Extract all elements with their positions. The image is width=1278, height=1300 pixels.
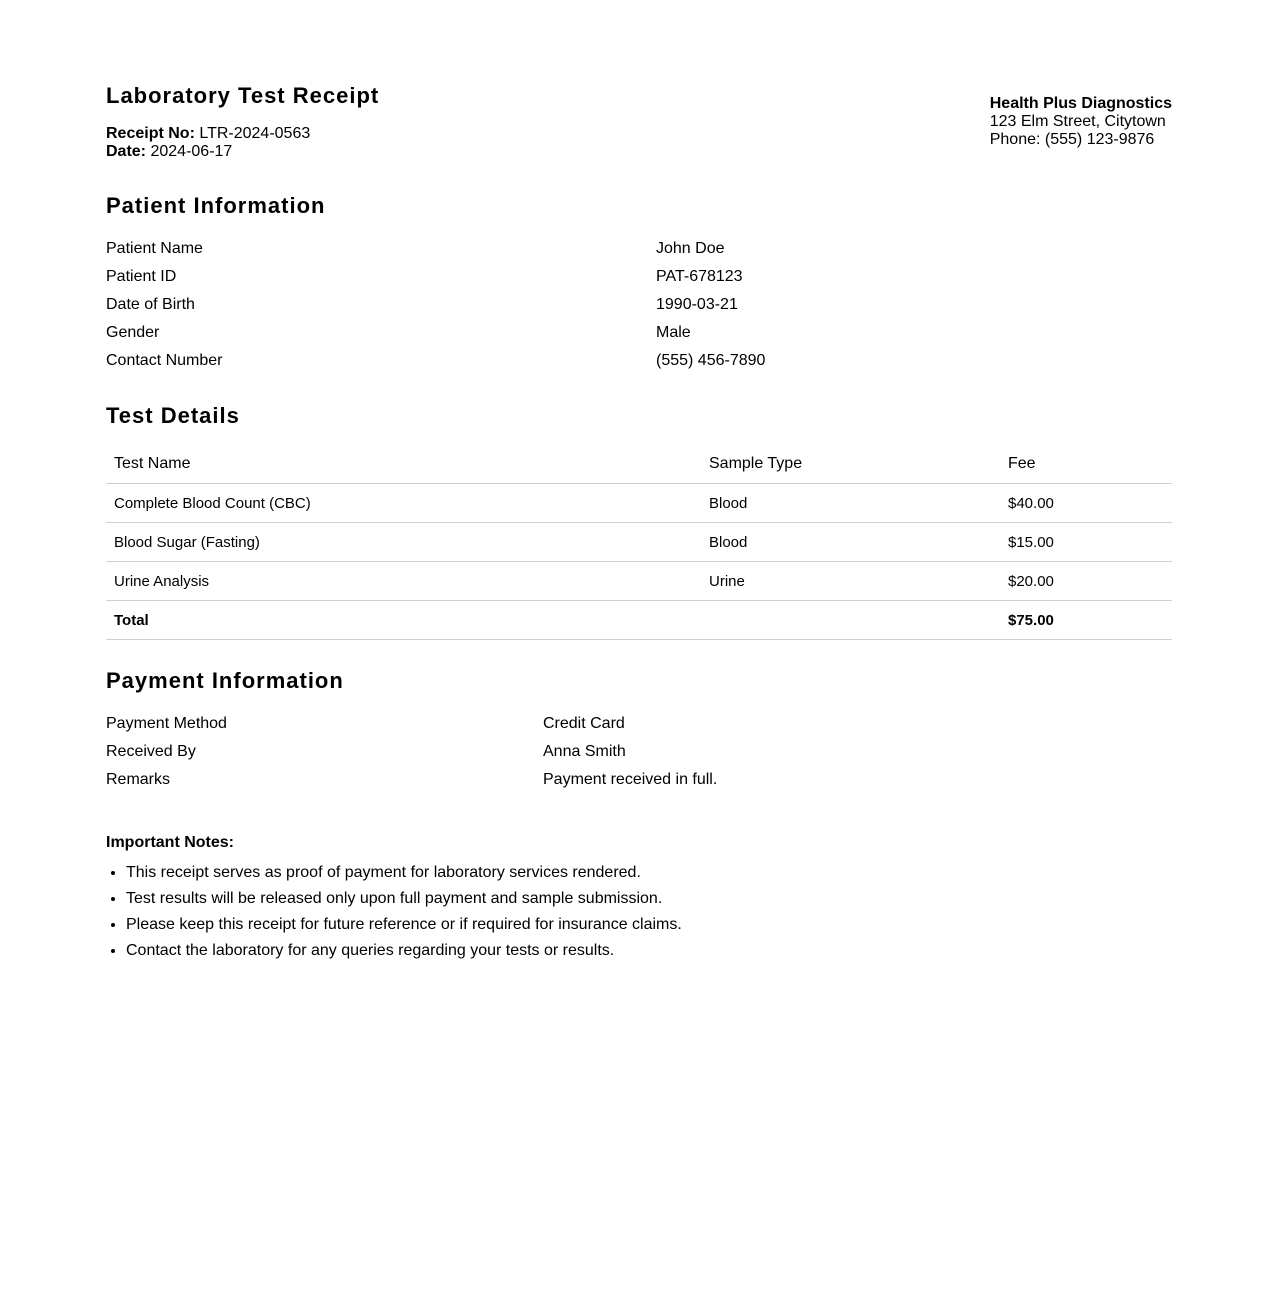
list-item: • Contact the laboratory for any queries regarding your tests or results. [126, 938, 682, 964]
receipt-meta [106, 125, 310, 161]
receipt-date-line [106, 143, 310, 161]
total-empty-cell [701, 601, 1000, 640]
list-item: • Please keep this receipt for future reference or if required for insurance claims. [126, 912, 682, 938]
patient-field-value: (555) 456-7890 [656, 352, 766, 369]
page-title: Laboratory Test Receipt [106, 83, 380, 108]
test-details-table [106, 445, 1172, 640]
patient-field-label: Patient Name [106, 240, 203, 257]
payment-field-label: Payment Method [106, 715, 227, 732]
lab-name: Health Plus Diagnostics [989, 95, 1172, 112]
table-row [106, 562, 1172, 601]
payment-info-heading: Payment Information [106, 668, 344, 693]
table-header-row [106, 445, 1172, 484]
payment-info-list [106, 710, 1172, 794]
sample-type-cell: Blood [701, 523, 1000, 562]
sample-type-cell: Blood [701, 484, 1000, 523]
lab-address: 123 Elm Street, Citytown [989, 113, 1166, 130]
patient-field-value: 1990-03-21 [656, 296, 738, 313]
patient-field-label: Date of Birth [106, 296, 195, 313]
table-row [106, 484, 1172, 523]
patient-row [106, 319, 1172, 347]
total-label: Total [106, 601, 701, 640]
receipt-number-line [106, 125, 310, 143]
column-header-sample-type: Sample Type [701, 445, 1000, 484]
receipt-number-label: Receipt No: [106, 125, 195, 142]
lab-phone: Phone: (555) 123-9876 [989, 131, 1155, 148]
payment-field-label: Received By [106, 743, 196, 760]
test-details-heading: Test Details [106, 403, 240, 428]
payment-field-value: Credit Card [543, 715, 625, 732]
patient-info-list [106, 235, 1172, 375]
fee-cell: $20.00 [1000, 562, 1172, 601]
table-row [106, 523, 1172, 562]
receipt-number-value: LTR-2024-0563 [199, 125, 311, 142]
patient-field-value: John Doe [656, 240, 725, 257]
fee-cell: $15.00 [1000, 523, 1172, 562]
payment-row [106, 710, 1172, 738]
fee-cell: $40.00 [1000, 484, 1172, 523]
patient-field-label: Contact Number [106, 352, 223, 369]
patient-row [106, 263, 1172, 291]
payment-row [106, 738, 1172, 766]
payment-field-label: Remarks [106, 771, 171, 788]
lab-info [990, 95, 1172, 149]
patient-field-value: Male [656, 324, 691, 341]
patient-row [106, 235, 1172, 263]
patient-field-label: Patient ID [106, 268, 177, 285]
receipt-date-label: Date: [106, 143, 147, 160]
payment-field-value: Anna Smith [543, 743, 626, 760]
patient-field-label: Gender [106, 324, 160, 341]
important-notes-title: Important Notes: [106, 834, 234, 851]
patient-info-heading: Patient Information [106, 193, 326, 218]
payment-field-value: Payment received in full. [543, 771, 718, 788]
payment-row [106, 766, 1172, 794]
column-header-fee: Fee [1000, 445, 1172, 484]
test-name-cell: Complete Blood Count (CBC) [106, 484, 701, 523]
receipt-date-value: 2024-06-17 [150, 143, 233, 160]
test-name-cell: Urine Analysis [106, 562, 701, 601]
patient-row [106, 347, 1172, 375]
sample-type-cell: Urine [701, 562, 1000, 601]
column-header-test-name: Test Name [106, 445, 701, 484]
total-value: $75.00 [1000, 601, 1172, 640]
patient-row [106, 291, 1172, 319]
patient-field-value: PAT-678123 [656, 268, 743, 285]
list-item: • Test results will be released only upon full payment and sample submission. [126, 886, 682, 912]
list-item: • This receipt serves as proof of payment for laboratory services rendered. [126, 860, 682, 886]
important-notes-list [106, 860, 682, 964]
total-row [106, 601, 1172, 640]
test-name-cell: Blood Sugar (Fasting) [106, 523, 701, 562]
